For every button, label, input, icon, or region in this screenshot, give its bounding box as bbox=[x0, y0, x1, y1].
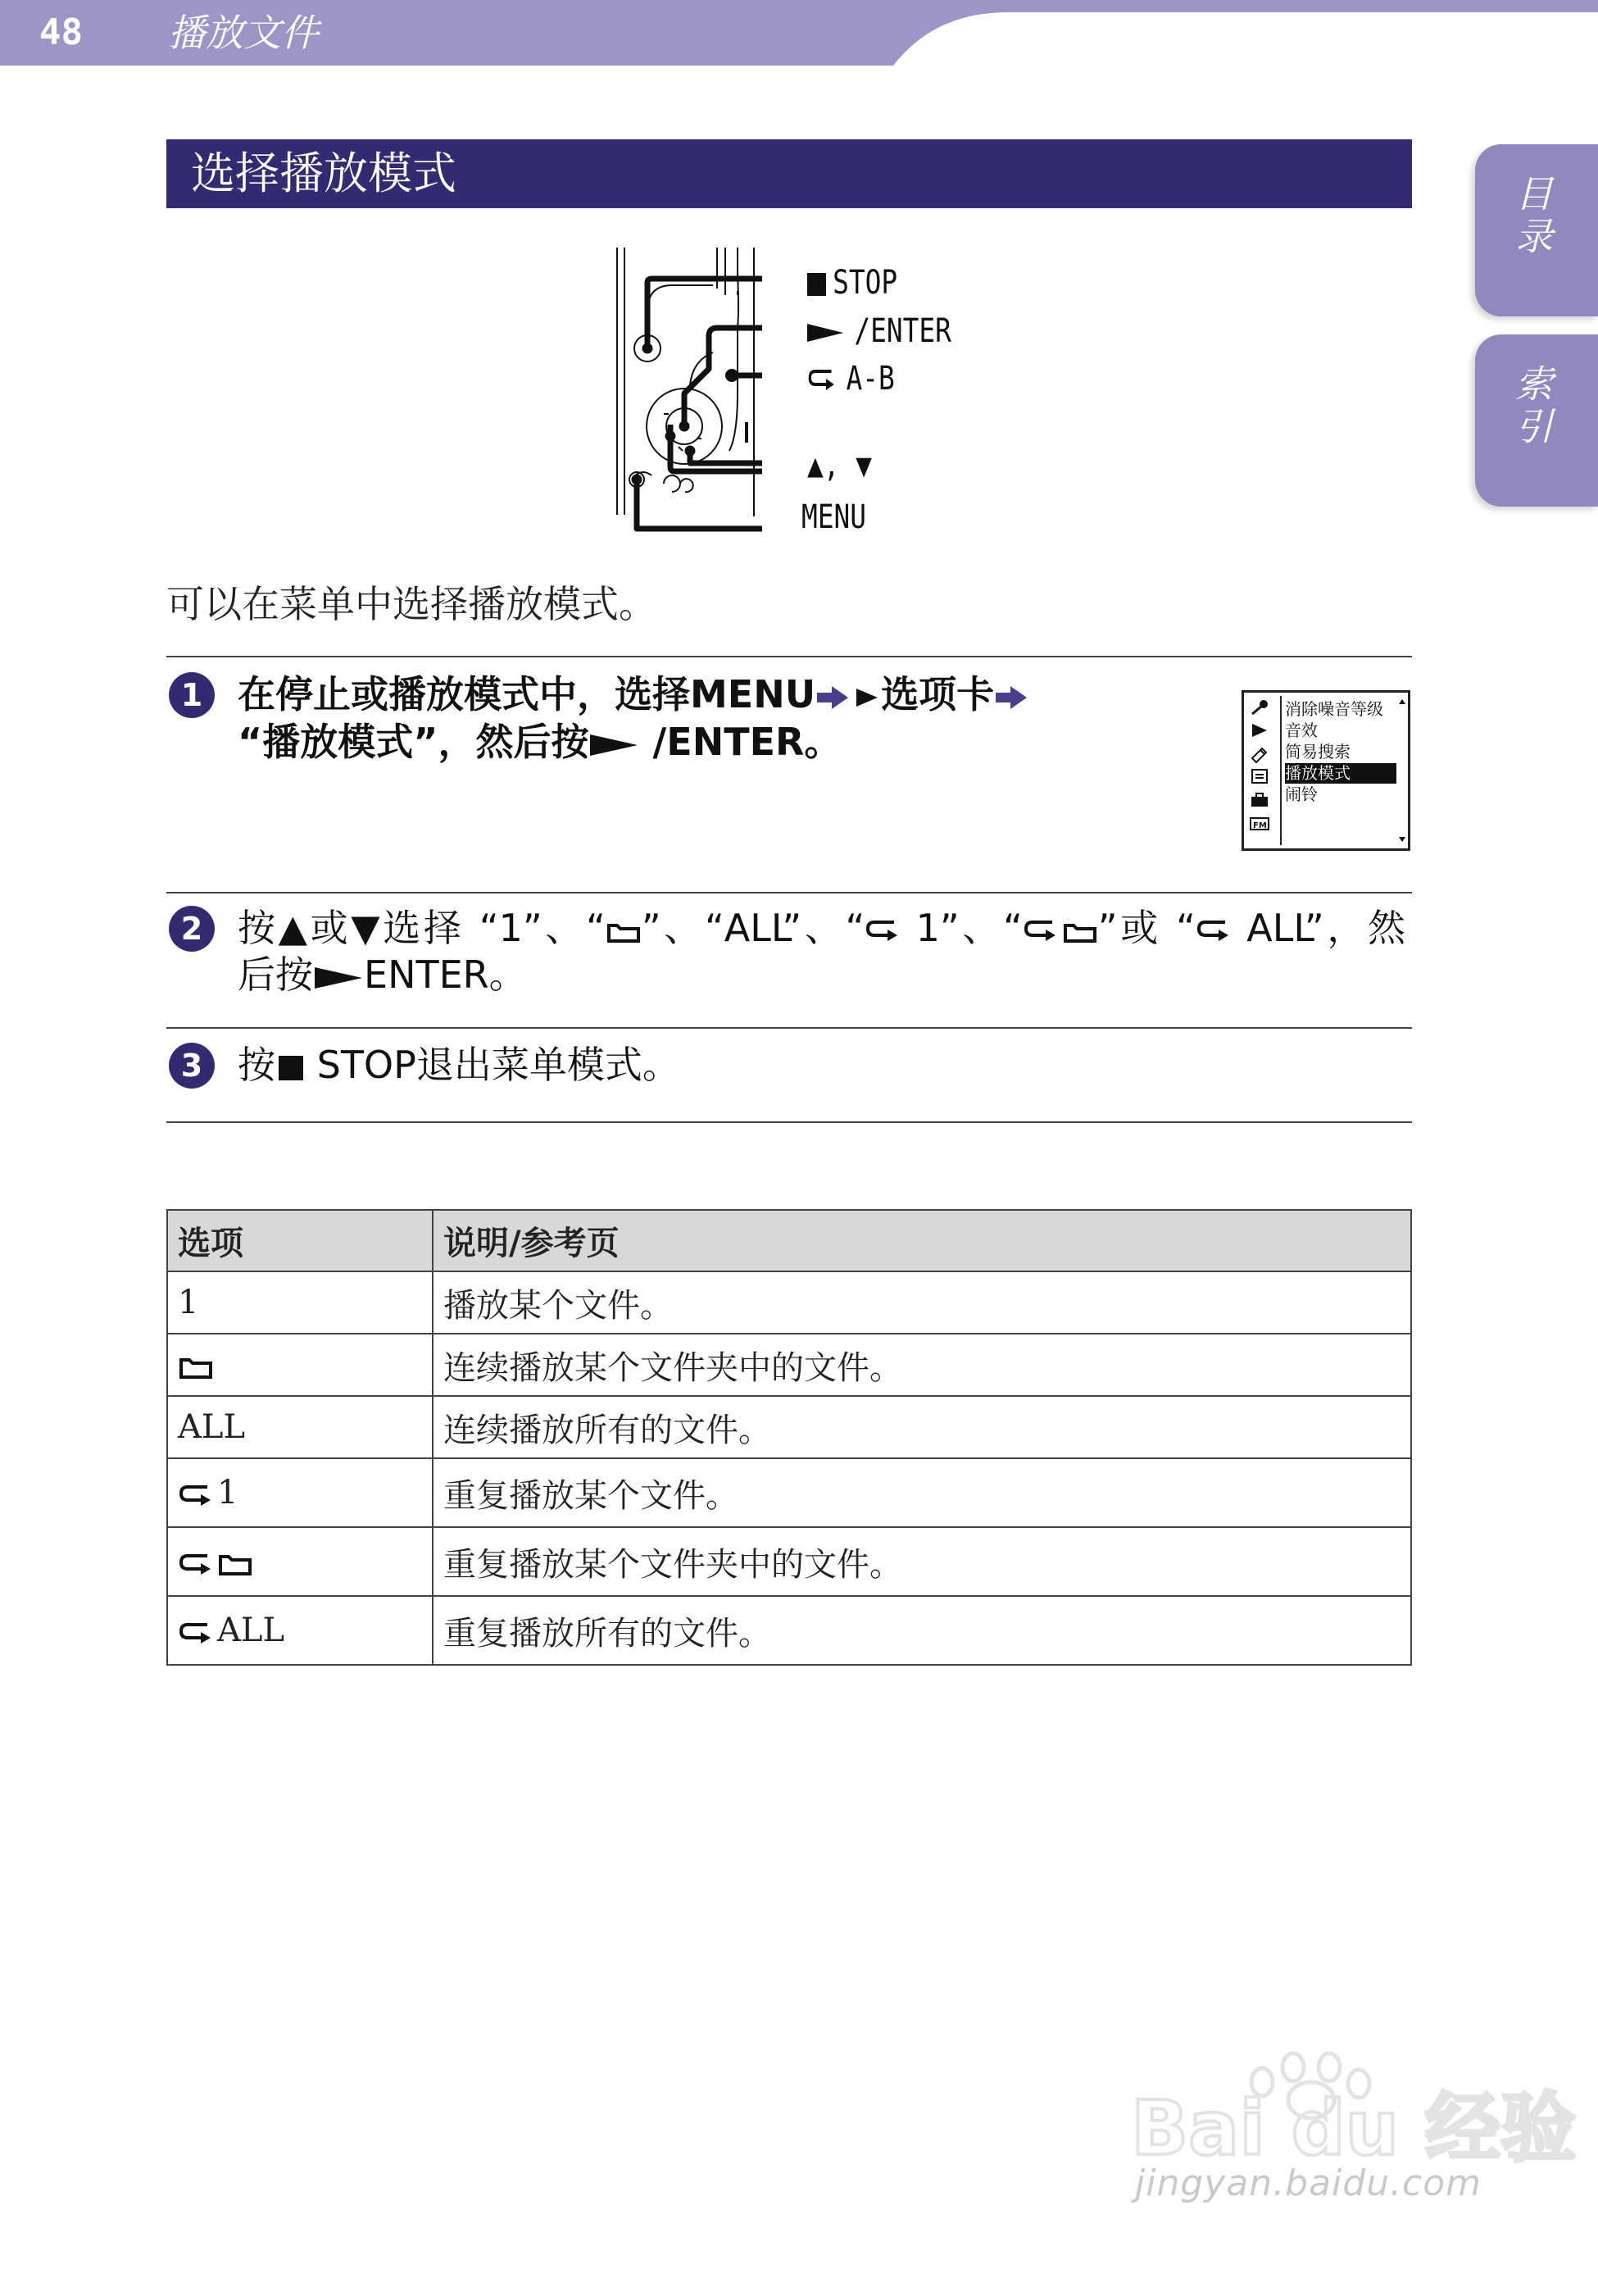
play-triangle-icon bbox=[853, 684, 881, 712]
mic-icon bbox=[1249, 699, 1270, 716]
step-3-text-b: STOP退出菜单模式。 bbox=[305, 1043, 680, 1087]
repeat-icon bbox=[1196, 917, 1232, 945]
step-3-number: 3 bbox=[169, 1043, 215, 1089]
divider bbox=[166, 1121, 1412, 1123]
divider bbox=[166, 892, 1412, 893]
stop-icon bbox=[807, 273, 826, 296]
callout-updown: ▲, ▼ bbox=[807, 447, 872, 484]
callout-ab bbox=[807, 359, 895, 398]
baidu-watermark-logo bbox=[1131, 2049, 1577, 2246]
step-2-text-a: 按▲或▼选择 “1”、“ bbox=[238, 906, 606, 950]
display-icon bbox=[1249, 768, 1270, 784]
intro-text: 可以在菜单中选择播放模式。 bbox=[166, 582, 656, 626]
arrow-right-icon bbox=[994, 684, 1028, 712]
watermark-url: jingyan.baidu.com bbox=[1135, 2162, 1482, 2204]
folder-icon bbox=[606, 919, 642, 943]
option-label: ALL bbox=[178, 1408, 246, 1446]
table-cell-description: 重复播放所有的文件。 bbox=[433, 1596, 1411, 1665]
step-1-text-a: 在停止或播放模式中，选择MENU bbox=[238, 672, 816, 716]
folder-icon bbox=[217, 1552, 253, 1576]
pencil-icon bbox=[1249, 745, 1270, 762]
step-2-text-f: 后按 bbox=[238, 952, 313, 997]
menu-screen bbox=[1242, 690, 1410, 851]
table-row bbox=[167, 1334, 1411, 1396]
menu-item[interactable]: 闹铃 bbox=[1285, 784, 1318, 804]
table-row bbox=[167, 1396, 1411, 1458]
toolbox-icon bbox=[1249, 791, 1270, 807]
menu-item-selected[interactable]: 播放模式 bbox=[1285, 763, 1396, 784]
folder-icon bbox=[1059, 919, 1098, 943]
step-3-text-a: 按 bbox=[238, 1043, 275, 1087]
table-row bbox=[167, 1458, 1411, 1527]
table-cell-option bbox=[167, 1458, 433, 1527]
table-header-description: 说明/参考页 bbox=[433, 1210, 1411, 1271]
repeat-icon bbox=[178, 1549, 217, 1579]
repeat-icon bbox=[807, 366, 837, 394]
table-cell-description: 播放某个文件。 bbox=[433, 1271, 1411, 1334]
table-cell-description: 连续播放所有的文件。 bbox=[433, 1396, 1411, 1458]
step-2-text-b: ”、“ALL”、“ bbox=[641, 906, 865, 950]
step-2-text-c: 1”、“ bbox=[901, 906, 1023, 950]
step-1-text-b: 选项卡 bbox=[881, 672, 995, 716]
option-label: 1 bbox=[217, 1474, 238, 1512]
step-2-text-g: ENTER。 bbox=[364, 952, 527, 997]
table-cell-option bbox=[167, 1527, 433, 1596]
chapter-title: 播放文件 bbox=[168, 11, 319, 55]
menu-item[interactable]: 简易搜索 bbox=[1285, 742, 1351, 762]
step-3-line-1 bbox=[238, 1041, 680, 1089]
option-label: 1 bbox=[178, 1284, 199, 1321]
play-icon bbox=[313, 964, 364, 992]
table-row bbox=[167, 1527, 1411, 1596]
step-2-text-d: ”或 “ bbox=[1097, 906, 1196, 950]
step-1-number: 1 bbox=[169, 672, 215, 718]
step-2-number: 2 bbox=[169, 906, 215, 952]
options-table bbox=[166, 1209, 1412, 1666]
divider bbox=[166, 1027, 1412, 1029]
step-2-line-1 bbox=[238, 904, 1405, 952]
tab-table-of-contents[interactable] bbox=[1475, 144, 1598, 316]
play-icon bbox=[807, 321, 845, 345]
repeat-icon bbox=[178, 1618, 217, 1648]
table-cell-description: 连续播放某个文件夹中的文件。 bbox=[433, 1334, 1411, 1396]
table-row bbox=[167, 1271, 1411, 1334]
table-header-option: 选项 bbox=[167, 1210, 433, 1271]
table-cell-description: 重复播放某个文件夹中的文件。 bbox=[433, 1527, 1411, 1596]
callout-stop bbox=[807, 263, 897, 302]
menu-item[interactable]: 消除噪音等级 bbox=[1285, 699, 1383, 719]
repeat-icon bbox=[865, 917, 901, 945]
table-cell-option bbox=[167, 1596, 433, 1665]
play-icon bbox=[588, 731, 639, 759]
menu-item[interactable]: 音效 bbox=[1285, 721, 1318, 740]
tab-index[interactable] bbox=[1475, 334, 1598, 507]
arrow-right-icon bbox=[815, 684, 850, 712]
callout-enter bbox=[807, 311, 951, 351]
table-header-row bbox=[167, 1210, 1411, 1271]
section-heading bbox=[166, 139, 1412, 208]
menu-scrollbar[interactable] bbox=[1398, 698, 1406, 843]
play-icon bbox=[1249, 722, 1270, 739]
menu-list bbox=[1280, 696, 1400, 845]
callout-stop-label: STOP bbox=[833, 264, 898, 302]
section-heading-text: 选择播放模式 bbox=[191, 148, 456, 199]
tab-toc-label: 目录 bbox=[1509, 174, 1554, 259]
step-1-text-c: “播放模式”，然后按 bbox=[238, 720, 589, 764]
page-number: 48 bbox=[39, 11, 83, 53]
repeat-icon bbox=[1023, 917, 1059, 945]
fm-label: FM bbox=[1253, 821, 1267, 830]
step-1-line-2 bbox=[238, 718, 842, 766]
table-cell-option bbox=[167, 1271, 433, 1334]
device-illustration bbox=[615, 246, 1000, 536]
table-cell-option bbox=[167, 1334, 433, 1396]
step-1-line-1 bbox=[238, 671, 1028, 718]
table-cell-description: 重复播放某个文件。 bbox=[433, 1458, 1411, 1527]
watermark-brand: Bai du 经验 bbox=[1131, 2085, 1577, 2172]
step-1-text-d: /ENTER。 bbox=[639, 720, 842, 764]
callout-enter-label: /ENTER bbox=[854, 312, 951, 350]
step-2-line-2 bbox=[238, 951, 527, 998]
tab-index-label: 索引 bbox=[1509, 364, 1554, 449]
option-label: ALL bbox=[217, 1612, 285, 1649]
stop-icon bbox=[279, 1056, 303, 1080]
step-2-text-e: ALL”，然 bbox=[1231, 906, 1405, 950]
callout-menu: MENU bbox=[801, 498, 866, 536]
fm-icon bbox=[1249, 814, 1270, 830]
repeat-icon bbox=[178, 1480, 217, 1510]
divider bbox=[166, 656, 1412, 657]
folder-icon bbox=[178, 1355, 214, 1380]
table-row bbox=[167, 1596, 1411, 1665]
callout-ab-label: A-B bbox=[846, 360, 895, 398]
table-cell-option bbox=[167, 1396, 433, 1458]
